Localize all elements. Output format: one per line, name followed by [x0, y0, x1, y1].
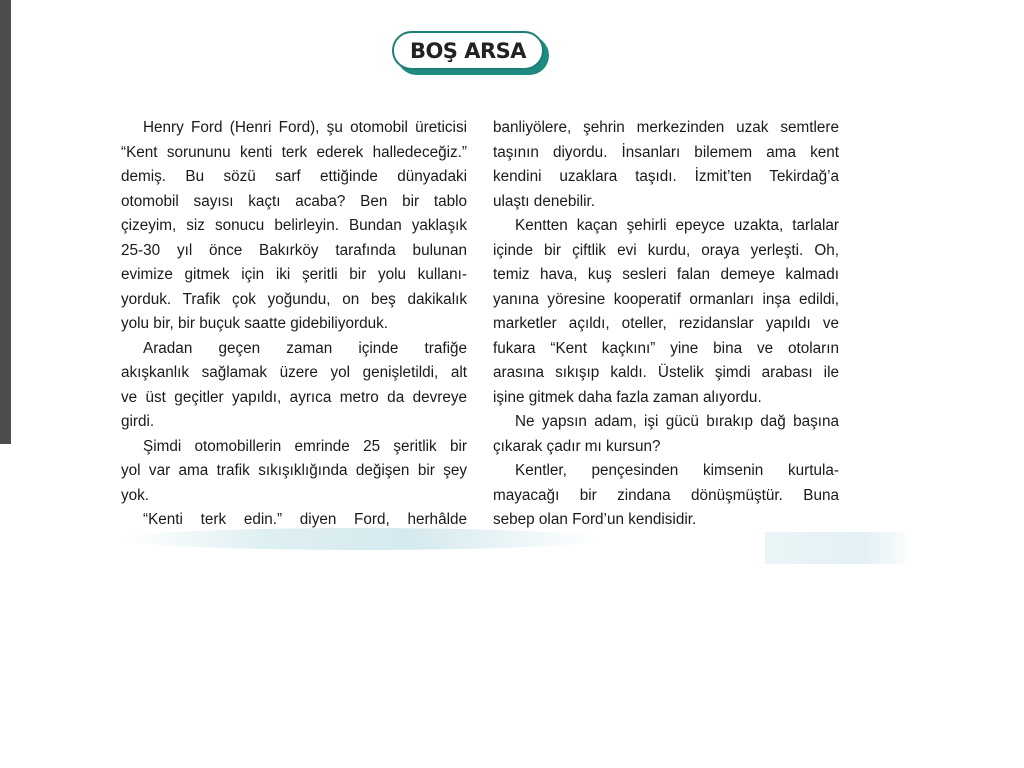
text-line: fukara “Kent kaçkını” yine bina ve otoların: [493, 339, 839, 357]
text-line: Kentten kaçan şehirli epeyce uzakta, tarlalar: [515, 217, 839, 234]
text-line: Henry Ford (Henri Ford), şu otomobil üreticisi: [143, 119, 467, 136]
text-line: ve üst geçitler yapıldı, ayrıca metro da devreye: [121, 388, 467, 406]
text-line: kendini uzaklara taşıdı. İzmit’ten Tekirdağ’a: [493, 168, 839, 185]
text-column-left: [121, 116, 467, 533]
text-line: akışkanlık sağlamak üzere yol genişletildi, alt: [121, 364, 467, 381]
text-line: yok.: [121, 486, 150, 504]
decorative-wash: [765, 532, 909, 564]
text-line: demiş. Bu sözü sarf ettiğinde dünyadaki: [121, 168, 467, 185]
text-line: banliyölere, şehrin merkezinden uzak semtlere: [493, 119, 839, 136]
text-line: “Kenti terk edin.” diyen Ford, herhâlde: [143, 511, 467, 528]
text-line: çizeyim, siz sonucu belirleyin. Bundan yaklaşık: [121, 217, 467, 234]
text-line: evimize gitmek için iki şeritli bir yolu kullanı-: [121, 266, 467, 283]
text-line: Ne yapsın adam, işi gücü bırakıp dağ başına: [515, 413, 839, 430]
text-line: otomobil sayısı kaçtı acaba? Ben bir tablo: [121, 192, 467, 210]
text-line: sebep olan Ford’un kendisidir.: [493, 511, 697, 528]
text-line: “Kent sorununu kenti terk ederek halledeceğiz.”: [121, 143, 467, 161]
text-line: girdi.: [121, 413, 155, 430]
title-badge: [392, 31, 544, 70]
text-line: yolu bir, bir buçuk saatte gidebiliyorduk.: [121, 315, 388, 332]
text-line: temiz hava, kuş sesleri falan demeye kalmadı: [493, 266, 839, 283]
text-line: taşının diyordu. İnsanları bilemem ama kent: [493, 143, 839, 161]
text-line: marketler açıldı, oteller, rezidanslar yapıldı ve: [493, 315, 839, 332]
text-line: içinde bir çiftlik evi kurdu, oraya yerleşti. Oh,: [493, 241, 839, 259]
text-line: Aradan geçen zaman içinde trafiğe: [143, 339, 467, 357]
text-column-right: [493, 116, 839, 533]
text-line: mayacağı bir zindana dönüşmüştür. Buna: [493, 486, 839, 504]
text-line: 25-30 yıl önce Bakırköy tarafında bulunan: [121, 241, 467, 259]
text-line: yorduk. Trafik çok yoğundu, on beş dakikalık: [121, 290, 467, 308]
page-title: BOŞ ARSA: [409, 38, 527, 63]
text-line: işine gitmek daha fazla zaman alıyordu.: [493, 388, 762, 406]
text-line: yanına yöresine kooperatif ormanları inşa edildi,: [493, 290, 839, 308]
text-line: ulaştı denebilir.: [493, 192, 596, 210]
left-edge-bar: [0, 0, 11, 444]
text-line: Kentler, pençesinden kimsenin kurtula-: [515, 462, 839, 479]
text-line: Şimdi otomobillerin emrinde 25 şeritlik bir: [143, 437, 467, 455]
text-line: çıkarak çadır mı kursun?: [493, 437, 661, 455]
text-line: yol var ama trafik sıkışıklığında değişen bir şey: [121, 462, 467, 479]
text-line: arasına sıkışıp kaldı. Üstelik şimdi arabası ile: [493, 364, 839, 381]
